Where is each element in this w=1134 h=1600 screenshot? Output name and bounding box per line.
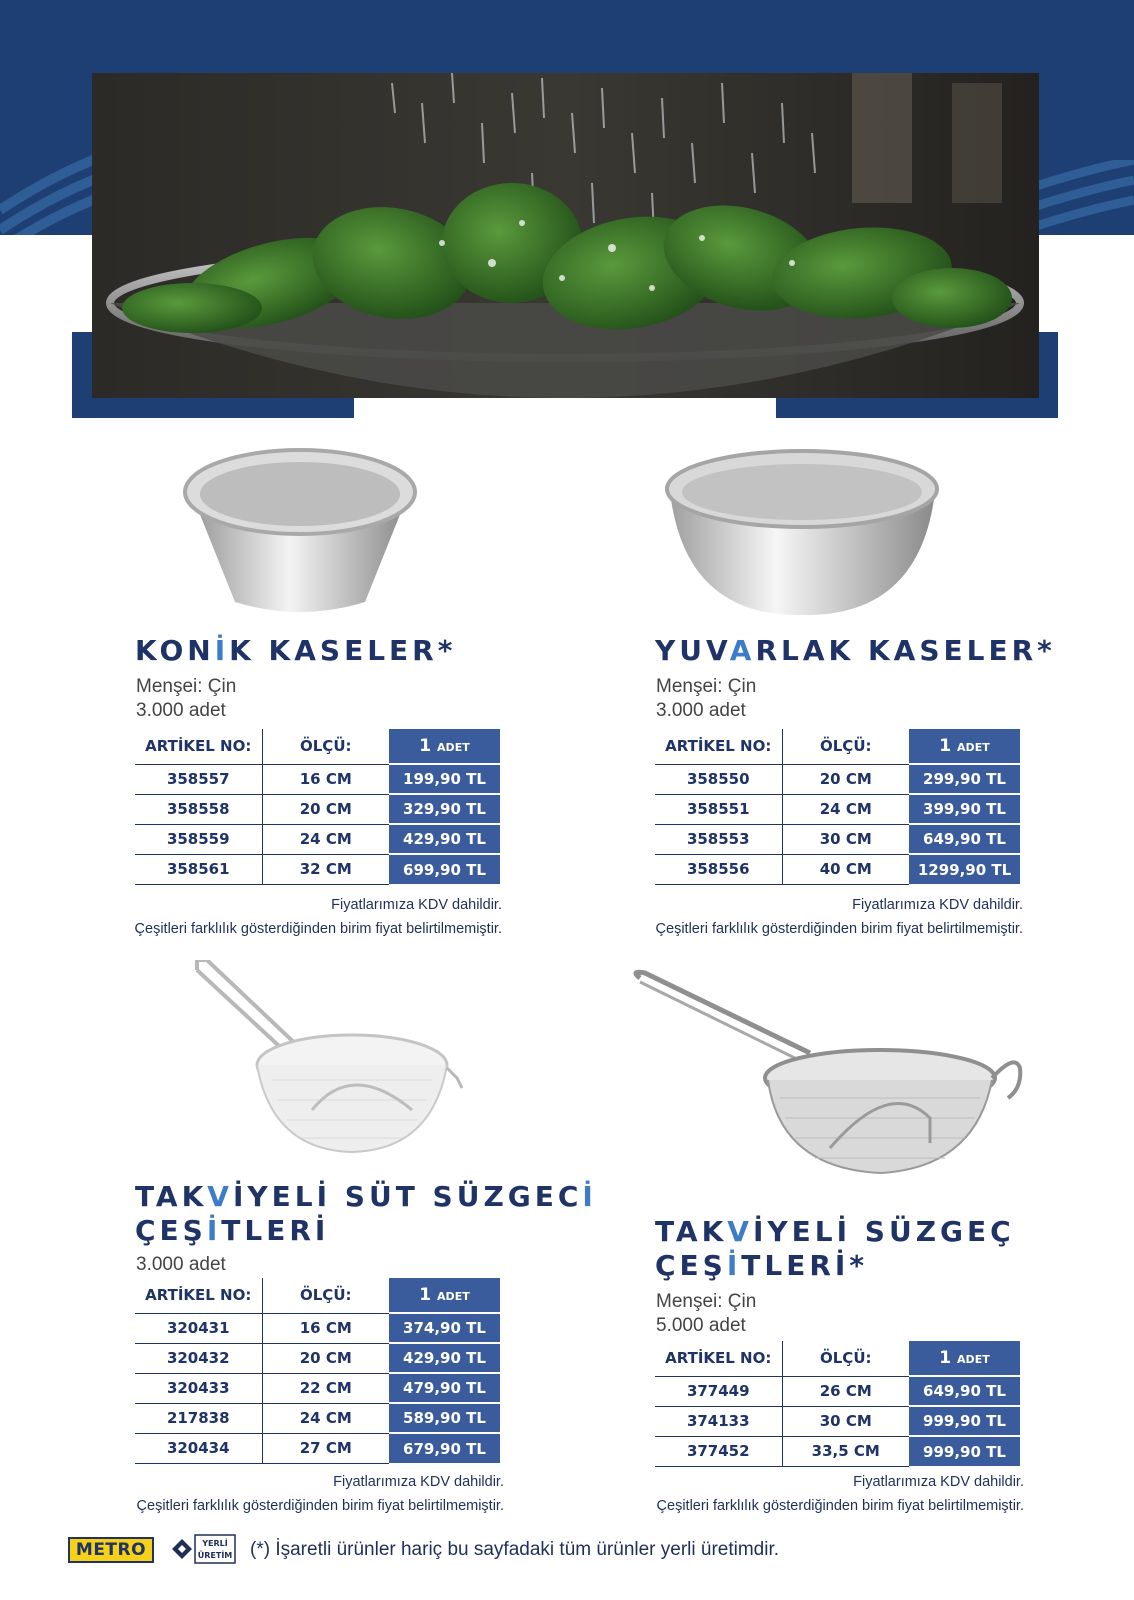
unit-price-note: Çeşitleri farklılık gösterdiğinden birim fiyat belirtilmemiştir. (134, 921, 502, 937)
header-price: 1 ADET (909, 1341, 1020, 1376)
conical-steel-bowl-icon (175, 442, 425, 617)
vat-note: Fiyatlarımıza KDV dahildir. (333, 1474, 504, 1490)
price-cell: 429,90 TL (389, 824, 500, 854)
price-cell: 429,90 TL (389, 1343, 500, 1373)
table-header-row (135, 729, 500, 764)
size-cell: 20 CM (262, 794, 389, 824)
header-size: ÖLÇÜ: (262, 729, 389, 764)
header-price: 1 ADET (389, 1278, 500, 1313)
table-row (135, 1343, 500, 1373)
price-cell: 649,90 TL (909, 1376, 1020, 1406)
table-row (655, 824, 1020, 854)
vat-note: Fiyatlarımıza KDV dahildir. (331, 897, 502, 913)
price-cell: 329,90 TL (389, 794, 500, 824)
table-row (135, 824, 500, 854)
yerli-text: YERLİ (202, 1539, 228, 1548)
price-cell: 649,90 TL (909, 824, 1020, 854)
yerli-uretim-badge-icon (168, 1533, 236, 1565)
price-cell: 999,90 TL (909, 1436, 1020, 1466)
metro-logo: METRO (68, 1537, 154, 1563)
table-row (135, 1373, 500, 1403)
article-cell: 358557 (135, 764, 262, 794)
price-cell: 299,90 TL (909, 764, 1020, 794)
header-price: 1 ADET (909, 729, 1020, 764)
article-cell: 374133 (655, 1406, 782, 1436)
price-table-yuvarlak (655, 729, 1020, 885)
article-cell: 320432 (135, 1343, 262, 1373)
quantity-text: 3.000 adet (656, 700, 746, 721)
title-line-2: ÇEŞİTLERİ* (655, 1249, 868, 1282)
header-article: ARTİKEL NO: (665, 737, 772, 756)
title-line-1: TAKVİYELİ SÜT SÜZGECİ (135, 1180, 597, 1213)
table-row (135, 764, 500, 794)
page-footer (68, 1537, 1068, 1567)
product-meta-suzgec (656, 1290, 756, 1338)
price-cell: 399,90 TL (909, 794, 1020, 824)
article-cell: 358551 (655, 794, 782, 824)
vat-note: Fiyatlarımıza KDV dahildir. (853, 1474, 1024, 1490)
size-cell: 30 CM (782, 1406, 909, 1436)
price-table-suzgec (655, 1341, 1020, 1467)
price-cell: 589,90 TL (389, 1403, 500, 1433)
table-row (135, 854, 500, 884)
origin-text: Menşei: Çin (656, 676, 757, 697)
price-cell: 999,90 TL (909, 1406, 1020, 1436)
table-row (135, 1433, 500, 1463)
size-cell: 16 CM (262, 764, 389, 794)
product-title-konik: KONİK KASELER* (135, 634, 457, 667)
unit-price-note: Çeşitleri farklılık gösterdiğinden birim fiyat belirtilmemiştir. (656, 1498, 1024, 1514)
article-cell: 358561 (135, 854, 262, 884)
round-steel-bowl-icon (660, 447, 945, 617)
product-title-sut-suzgeci (135, 1180, 597, 1248)
hero-photo (92, 73, 1039, 398)
product-title-yuvarlak: YUVARLAK KASELER* (655, 634, 1056, 667)
price-cell: 699,90 TL (389, 854, 500, 884)
quantity-text: 3.000 adet (136, 700, 226, 721)
article-cell: 358550 (655, 764, 782, 794)
header-size: ÖLÇÜ: (262, 1278, 389, 1313)
table-row (135, 1403, 500, 1433)
size-cell: 24 CM (262, 1403, 389, 1433)
footer-local-production-note: (*) İşaretli ürünler hariç bu sayfadaki tüm ürünler yerli üretimdir. (250, 1539, 780, 1560)
price-note-suzgec (657, 1470, 1024, 1518)
product-meta-konik (136, 675, 236, 723)
table-row (655, 854, 1020, 884)
title-line-1: TAKVİYELİ SÜZGEÇ (655, 1215, 1015, 1248)
price-note-yuvarlak (656, 893, 1023, 941)
size-cell: 32 CM (262, 854, 389, 884)
quantity-text: 3.000 adet (136, 1254, 226, 1275)
price-note-sut-suzgeci (137, 1470, 504, 1518)
article-cell: 358559 (135, 824, 262, 854)
price-cell: 679,90 TL (389, 1433, 500, 1463)
table-header-row (655, 1341, 1020, 1376)
origin-text: Menşei: Çin (136, 676, 237, 697)
price-table-sut-suzgeci (135, 1278, 500, 1464)
reinforced-strainer-icon (630, 968, 1030, 1178)
header-size: ÖLÇÜ: (782, 1341, 909, 1376)
size-cell: 20 CM (782, 764, 909, 794)
table-row (655, 1406, 1020, 1436)
product-title-suzgec (655, 1215, 1015, 1283)
table-row (655, 1376, 1020, 1406)
price-cell: 479,90 TL (389, 1373, 500, 1403)
quantity-text: 5.000 adet (656, 1315, 746, 1336)
size-cell: 16 CM (262, 1313, 389, 1343)
origin-text: Menşei: Çin (656, 1291, 757, 1312)
article-cell: 320433 (135, 1373, 262, 1403)
unit-price-note: Çeşitleri farklılık gösterdiğinden birim fiyat belirtilmemiştir. (136, 1498, 504, 1514)
price-table-konik (135, 729, 500, 885)
vat-note: Fiyatlarımıza KDV dahildir. (852, 897, 1023, 913)
product-meta-yuvarlak (656, 675, 756, 723)
table-row (655, 1436, 1020, 1466)
size-cell: 26 CM (782, 1376, 909, 1406)
table-row (135, 1313, 500, 1343)
size-cell: 24 CM (782, 794, 909, 824)
price-cell: 1299,90 TL (909, 854, 1020, 884)
article-cell: 377452 (655, 1436, 782, 1466)
title-line-2: ÇEŞİTLERİ (135, 1214, 330, 1247)
size-cell: 30 CM (782, 824, 909, 854)
size-cell: 27 CM (262, 1433, 389, 1463)
header-article: ARTİKEL NO: (145, 1286, 252, 1305)
size-cell: 24 CM (262, 824, 389, 854)
product-meta-sut-suzgeci (136, 1253, 226, 1277)
article-cell: 358553 (655, 824, 782, 854)
table-row (655, 764, 1020, 794)
price-note-konik (135, 893, 502, 941)
size-cell: 20 CM (262, 1343, 389, 1373)
table-row (135, 794, 500, 824)
size-cell: 33,5 CM (782, 1436, 909, 1466)
uretim-text: ÜRETİM (197, 1551, 233, 1560)
article-cell: 377449 (655, 1376, 782, 1406)
header-size: ÖLÇÜ: (782, 729, 909, 764)
size-cell: 22 CM (262, 1373, 389, 1403)
right-stripe-decoration (1024, 160, 1134, 235)
article-cell: 217838 (135, 1403, 262, 1433)
size-cell: 40 CM (782, 854, 909, 884)
price-cell: 374,90 TL (389, 1313, 500, 1343)
table-row (655, 794, 1020, 824)
price-cell: 199,90 TL (389, 764, 500, 794)
header-article: ARTİKEL NO: (145, 737, 252, 756)
spinach-colander-photo-icon (92, 73, 1039, 398)
article-cell: 358556 (655, 854, 782, 884)
table-header-row (135, 1278, 500, 1313)
header-article: ARTİKEL NO: (665, 1349, 772, 1368)
article-cell: 358558 (135, 794, 262, 824)
table-header-row (655, 729, 1020, 764)
unit-price-note: Çeşitleri farklılık gösterdiğinden birim fiyat belirtilmemiştir. (655, 921, 1023, 937)
milk-strainer-icon (192, 960, 472, 1160)
header-price: 1 ADET (389, 729, 500, 764)
article-cell: 320434 (135, 1433, 262, 1463)
article-cell: 320431 (135, 1313, 262, 1343)
